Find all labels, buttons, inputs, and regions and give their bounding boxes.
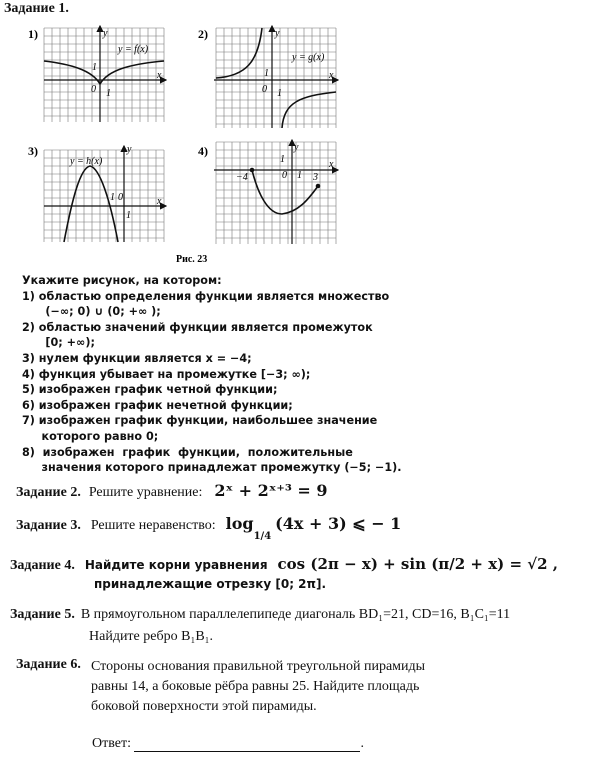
graph-3-num: 3) — [28, 144, 38, 158]
graph-2-zero: 0 — [262, 84, 267, 95]
task6-line: Стороны основания правильной треугольной пирамиды — [91, 659, 426, 674]
graph-4-zero: 0 — [282, 170, 287, 181]
graph-4-x-label: x — [329, 159, 334, 170]
graph-2-x-label: x — [329, 70, 334, 81]
graph-4-y-label: y — [294, 142, 299, 153]
task5 — [10, 605, 510, 623]
graph-1-one-y: 1 — [92, 62, 97, 73]
graph-1-x-label: x — [157, 70, 162, 81]
graph-1-fn-label: y = f(x) — [118, 44, 149, 55]
task2-title: Задание 2. — [16, 485, 81, 500]
task1-list-item: 4) функция убывает на промежутке [−3; ∞); — [22, 367, 311, 381]
graph-3 — [28, 144, 166, 242]
task1-list-intro: Укажите рисунок, на котором: — [22, 274, 222, 287]
answer-label: Ответ: — [92, 736, 131, 751]
graph-3-y-label: y — [127, 144, 132, 155]
graph-2-grid — [216, 28, 336, 128]
graph-1 — [28, 26, 166, 122]
graph-2 — [198, 26, 338, 128]
task1-list-item: 3) нулем функции является x = −4; — [22, 351, 252, 365]
task3-log: log — [225, 514, 254, 533]
task3-text: Решите неравенство: — [90, 518, 216, 533]
task2-text: Решите уравнение: — [88, 485, 203, 500]
task1-list-item: [0; +∞); — [22, 336, 95, 350]
graph-4-num: 4) — [198, 144, 208, 158]
graph-4-mark-left: −4 — [236, 172, 248, 183]
graph-4-point-right — [316, 184, 321, 189]
graph-3-grid — [44, 150, 164, 242]
task1-list-item: которого равно 0; — [22, 429, 159, 443]
task6-body — [91, 657, 511, 717]
graph-2-one-x: 1 — [277, 88, 282, 99]
task5-title: Задание 5. — [10, 607, 75, 622]
graph-1-grid — [44, 28, 164, 122]
task5-text2: Найдите ребро B₁B₁. — [89, 629, 214, 644]
graph-2-fn-label: y = g(x) — [292, 52, 325, 63]
task5-text: В прямоугольном параллелепипеде диагональ BD₁=21, CD=16, B₁C₁=11 — [80, 607, 511, 622]
task6-title: Задание 6. — [16, 657, 81, 672]
graph-3-one-x: 1 — [126, 210, 131, 221]
answer-row: Ответ: . — [92, 736, 364, 751]
task6-line: боковой поверхности этой пирамиды. — [91, 699, 317, 714]
graph-2-y-label: y — [275, 28, 280, 39]
task3-log-base: 1/4 — [253, 531, 272, 542]
answer-field[interactable] — [134, 737, 360, 752]
task3-inequality: (4x + 3) ⩽ − 1 — [275, 514, 402, 533]
graph-4-point-left — [250, 168, 255, 173]
graph-2-num: 2) — [198, 27, 208, 41]
task4-text2: принадлежащие отрезку [0; 2π]. — [94, 577, 327, 591]
graph-1-y-label: y — [103, 28, 108, 39]
graph-4-grid — [216, 142, 336, 244]
graph-3-fn-label: y = h(x) — [70, 156, 103, 167]
task2-equation: 2ˣ + 2ˣ⁺³ = 9 — [214, 481, 328, 500]
task1-list-item: 5) изображен график четной функции; — [22, 383, 278, 397]
task1-list-item: значения которого принадлежат промежутку (−5; −1). — [22, 461, 402, 475]
task1-list-item: 7) изображен график функции, наибольшее значение — [22, 414, 378, 428]
task1-list-item: 1) областью определения функции является множество — [22, 289, 390, 303]
graph-4-mark-right: 3 — [313, 172, 318, 183]
figure-caption: Рис. 23 — [176, 254, 208, 265]
task4-title: Задание 4. — [10, 558, 75, 573]
task4 — [10, 555, 558, 574]
task4-equation: cos (2π − x) + sin (π/2 + x) = √2 , — [277, 555, 558, 573]
task1-list-item: 8) изображен график функции, положительные — [22, 445, 353, 459]
graph-3-x-label: x — [157, 196, 162, 207]
graph-3-one-y: 1 — [110, 192, 115, 203]
task1-list-item: 2) областью значений функции является промежуток — [22, 320, 373, 334]
graph-2-curve-left — [216, 28, 262, 78]
graph-3-curve — [64, 166, 118, 242]
task2 — [16, 481, 328, 501]
graph-2-one-y: 1 — [264, 68, 269, 79]
graph-4 — [198, 140, 338, 244]
task1-list-item: 6) изображен график нечетной функции; — [22, 398, 293, 412]
task1-list — [22, 273, 442, 476]
graph-3-zero: 0 — [118, 192, 123, 203]
task3 — [16, 514, 402, 542]
task6-line: равны 14, а боковые рёбра равны 25. Найдите площадь — [91, 679, 420, 694]
graph-1-num: 1) — [28, 27, 38, 41]
task4-text: Найдите корни уравнения — [84, 558, 268, 572]
task1-list-item: (−∞; 0) ∪ (0; +∞ ); — [22, 305, 161, 319]
graph-4-one-x: 1 — [297, 170, 302, 181]
graphs-figure — [0, 0, 590, 270]
graph-1-zero: 0 — [91, 84, 96, 95]
graph-1-one-x: 1 — [106, 88, 111, 99]
task3-title: Задание 3. — [16, 518, 81, 533]
task1-title: Задание 1. — [4, 1, 69, 16]
graph-4-one-y: 1 — [280, 154, 285, 165]
